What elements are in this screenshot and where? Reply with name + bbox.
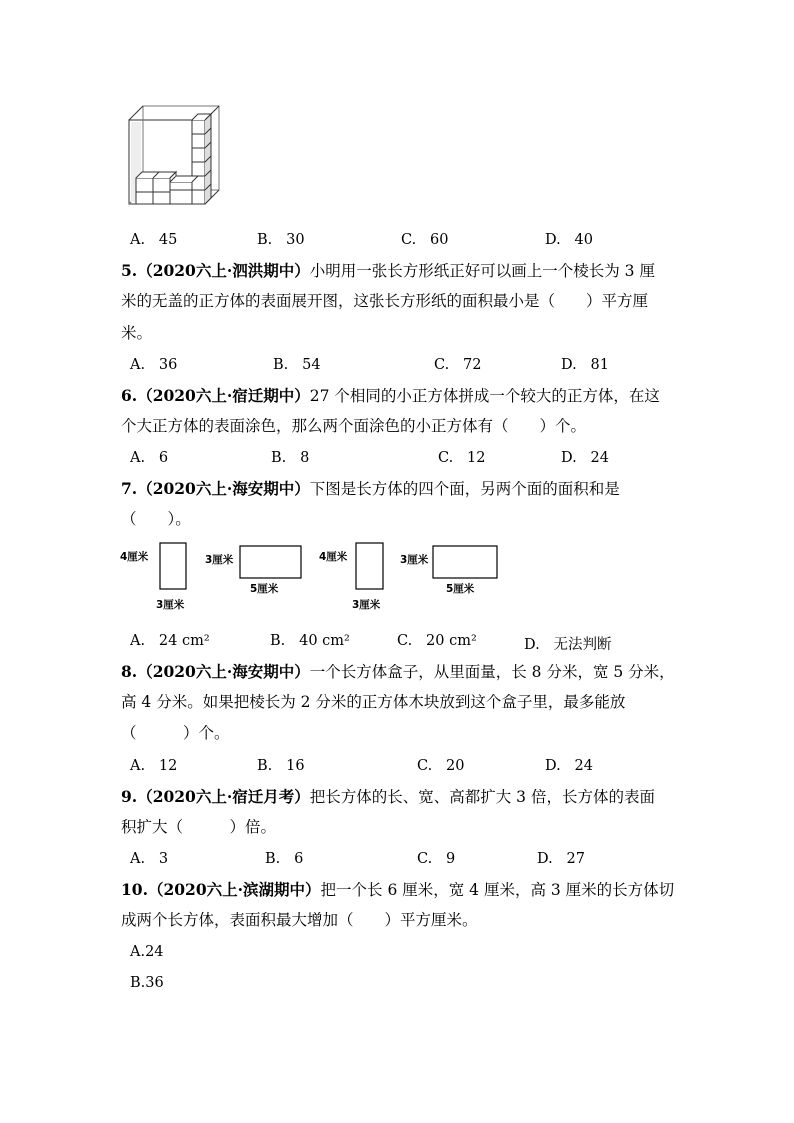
q7-option-b[interactable]: B. 40 cm² [270, 633, 350, 649]
q7-line-2: （ ）。 [121, 510, 191, 528]
q8-option-b[interactable]: B. 16 [257, 758, 305, 774]
q5-option-b[interactable]: B. 54 [273, 357, 321, 373]
q9-line-1: 9.（2020六上·宿迁月考）把长方体的长、宽、高都扩大 3 倍，长方体的表面 [121, 787, 655, 806]
q10-line-2: 成两个长方体，表面积最大增加（ ）平方厘米。 [121, 911, 478, 929]
q6-option-b[interactable]: B. 8 [271, 450, 310, 466]
q8-option-a[interactable]: A. 12 [130, 758, 178, 774]
q4-option-a[interactable]: A. 45 [130, 232, 178, 248]
q8-line-1: 8.（2020六上·海安期中）一个长方体盒子，从里面量，长 8 分米，宽 5 分米， [121, 662, 675, 681]
q5-option-d[interactable]: D. 81 [561, 357, 609, 373]
q6-line-2: 个大正方体的表面涂色，那么两个面涂色的小正方体有（ ）个。 [121, 417, 587, 435]
q5-line-2: 米的无盖的正方体的表面展开图，这张长方形纸的面积最小是（ ）平方厘 [121, 292, 649, 310]
q9-line-2: 积扩大（ ）倍。 [121, 818, 277, 836]
q6-number: 6. [121, 386, 138, 405]
q9-source: （2020六上·宿迁月考） [137, 787, 310, 806]
q7-number: 7. [121, 479, 138, 498]
q10-number: 10. [121, 880, 148, 899]
q6-source: （2020六上·宿迁期中） [137, 386, 310, 405]
q4-option-c[interactable]: C. 60 [401, 232, 449, 248]
face-2-bottom-label: 5厘米 [250, 583, 279, 595]
q10-source: （2020六上·滨湖期中） [147, 880, 321, 899]
face-1-bottom-label: 3厘米 [156, 599, 185, 611]
q10-line-1: 10.（2020六上·滨湖期中）把一个长 6 厘米，宽 4 厘米，高 3 厘米的长方体切 [121, 880, 675, 899]
q9-option-c[interactable]: C. 9 [417, 851, 456, 867]
q10-option-a[interactable]: A.24 [130, 944, 164, 960]
q5-line-3: 米。 [121, 324, 153, 342]
q7-option-c[interactable]: C. 20 cm² [397, 633, 477, 649]
q9-option-d[interactable]: D. 27 [537, 851, 585, 867]
q6-option-a[interactable]: A. 6 [130, 450, 169, 466]
q5-line-1: 5.（2020六上·泗洪期中）小明用一张长方形纸正好可以画上一个棱长为 3 厘 [121, 261, 655, 280]
q4-option-b[interactable]: B. 30 [257, 232, 305, 248]
face-4-side-label: 3厘米 [400, 554, 429, 566]
q6-line-1: 6.（2020六上·宿迁期中）27 个相同的小正方体拼成一个较大的正方体，在这 [121, 386, 660, 405]
face-1-side-label: 4厘米 [120, 551, 149, 563]
q5-number: 5. [121, 261, 138, 280]
face-1-rect [160, 543, 186, 589]
q7-faces-figure [118, 540, 508, 616]
q5-source: （2020六上·泗洪期中） [137, 261, 310, 280]
q7-option-a[interactable]: A. 24 cm² [130, 633, 210, 649]
q8-option-c[interactable]: C. 20 [417, 758, 465, 774]
face-3-side-label: 4厘米 [319, 551, 348, 563]
q4-option-d[interactable]: D. 40 [545, 232, 593, 248]
q6-option-c[interactable]: C. 12 [438, 450, 486, 466]
q9-option-a[interactable]: A. 3 [130, 851, 169, 867]
q5-option-a[interactable]: A. 36 [130, 357, 178, 373]
box-with-cubes-figure [126, 104, 222, 208]
q5-option-c[interactable]: C. 72 [434, 357, 482, 373]
q10-option-b[interactable]: B.36 [130, 975, 164, 991]
q8-source: （2020六上·海安期中） [137, 662, 310, 681]
face-4-bottom-label: 5厘米 [446, 583, 475, 595]
q6-option-d[interactable]: D. 24 [561, 450, 609, 466]
q7-source: （2020六上·海安期中） [137, 479, 310, 498]
q7-option-d[interactable]: D. 无法判断 [524, 637, 612, 653]
q8-line-3: （ ）个。 [121, 724, 230, 742]
face-2-side-label: 3厘米 [205, 554, 234, 566]
q8-line-2: 高 4 分米。如果把棱长为 2 分米的正方体木块放到这个盒子里，最多能放 [121, 693, 626, 711]
q8-number: 8. [121, 662, 138, 681]
q9-number: 9. [121, 787, 138, 806]
face-3-bottom-label: 3厘米 [352, 599, 381, 611]
face-3-rect [356, 543, 383, 589]
q9-option-b[interactable]: B. 6 [265, 851, 304, 867]
q7-line-1: 7.（2020六上·海安期中）下图是长方体的四个面，另两个面的面积和是 [121, 479, 620, 498]
face-4-rect [433, 546, 497, 578]
q8-option-d[interactable]: D. 24 [545, 758, 593, 774]
face-2-rect [240, 546, 301, 578]
